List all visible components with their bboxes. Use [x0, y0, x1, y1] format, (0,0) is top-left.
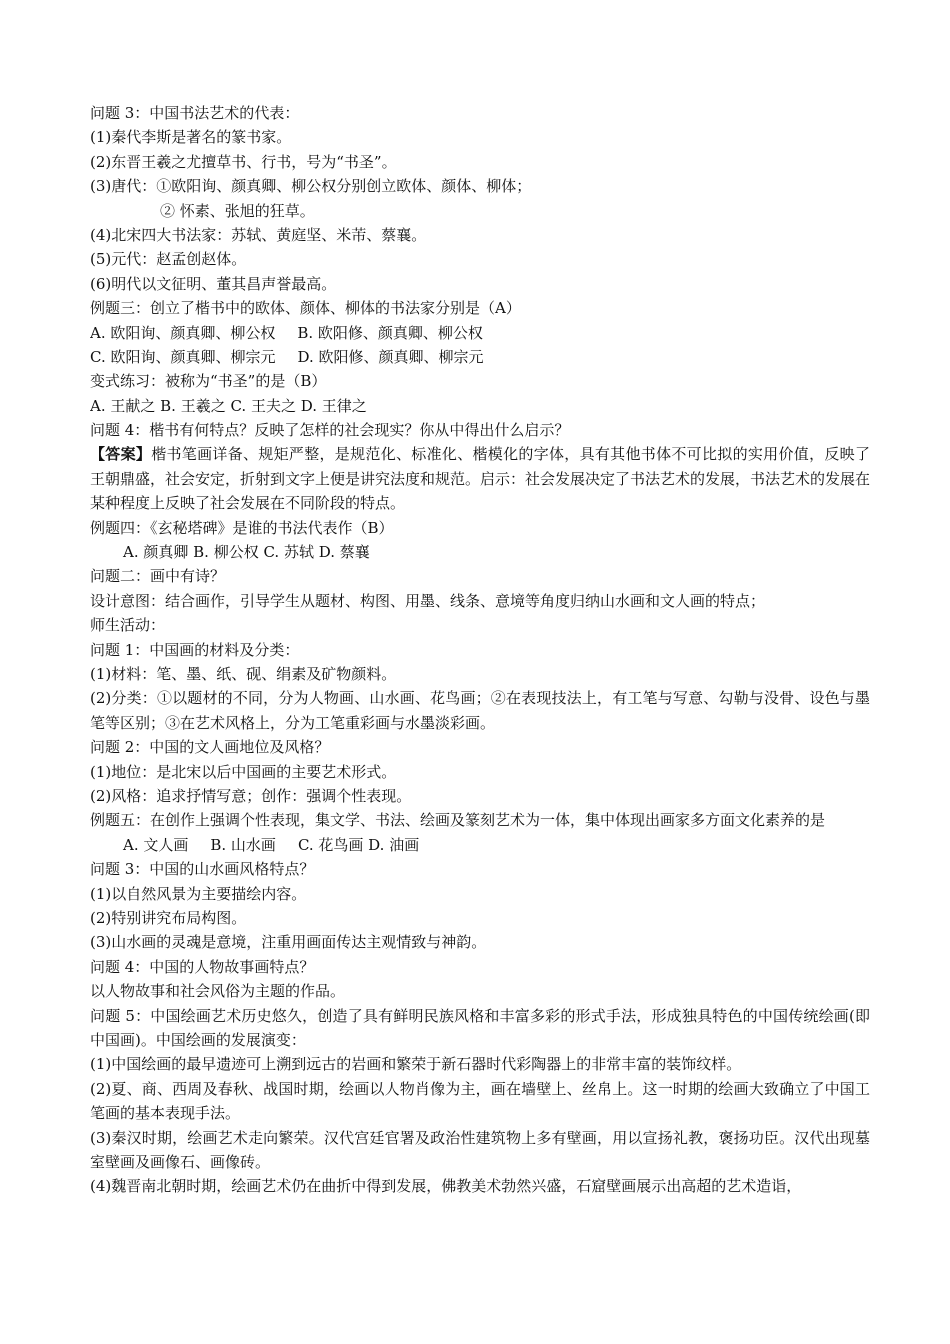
answer-text: 楷书笔画详备、规矩严整，是规范化、标准化、楷模化的字体，具有其他书体不可比拟的实用价值，反映了王朝鼎盛，社会安定，折射到文字上便是讲究法度和规范。启示：社会发展决定了书法艺术的发展，书法艺术的发展在某种程度上反映了社会发展在不同阶段的特点。: [90, 445, 871, 513]
text-line: A. 颜真卿 B. 柳公权 C. 苏轼 D. 蔡襄: [123, 543, 370, 562]
text-line: (5)元代：赵孟创赵体。: [90, 250, 247, 269]
text-line: 设计意图：结合画作，引导学生从题材、构图、用墨、线条、意境等角度归纳山水画和文人画的特点；: [90, 591, 766, 610]
text-paragraph: (2)分类：①以题材的不同，分为人物画、山水画、花鸟画；②在表现技法上，有工笔与写意、勾勒与没骨、设色与墨笔等区别；③在艺术风格上，分为工笔重彩画与水墨淡彩画。: [90, 689, 870, 732]
text-line: (1)以自然风景为主要描绘内容。: [90, 884, 307, 903]
text-paragraph: 例题五：在创作上强调个性表现，集文学、书法、绘画及篆刻艺术为一体，集中体现出画家多方面文化素养的是: [90, 811, 826, 830]
text-line: (1)秦代李斯是著名的篆书家。: [90, 128, 292, 147]
answer-paragraph: [90, 442, 870, 515]
text-line: (2)风格：追求抒情写意；创作：强调个性表现。: [90, 787, 412, 806]
text-paragraph: (3)秦汉时期，绘画艺术走向繁荣。汉代宫廷官署及政治性建筑物上多有壁画，用以宣扬礼教，褒扬功臣。汉代出现墓室壁画及画像石、画像砖。: [90, 1128, 870, 1171]
text-paragraph: 问题 5：中国绘画艺术历史悠久，创造了具有鲜明民族风格和丰富多彩的形式手法，形成独具特色的中国传统绘画(即中国画)。中国绘画的发展演变：: [90, 1006, 870, 1049]
text-line: (2)东晋王羲之尤擅草书、行书，号为“书圣”。: [90, 152, 397, 171]
text-line: A. 王献之 B. 王羲之 C. 王夫之 D. 王律之: [90, 396, 367, 415]
text-line: 问题 2：中国的文人画地位及风格？: [90, 738, 330, 757]
document-body: [90, 101, 870, 1199]
text-line: (2)特别讲究布局构图。: [90, 908, 247, 927]
text-line: 问题 4：楷书有何特点？反映了怎样的社会现实？你从中得出什么启示？: [90, 421, 570, 440]
text-line: 问题 3：中国书法艺术的代表：: [90, 104, 300, 122]
option: B. 山水画: [210, 835, 276, 854]
text-line: 问题二：画中有诗？: [90, 567, 226, 586]
option-row: [90, 321, 870, 345]
text-line: 问题 3：中国的山水画风格特点？: [90, 860, 315, 879]
answer-label: 【答案】: [90, 445, 152, 464]
text-line: (1)材料：笔、墨、纸、砚、绢素及矿物颜料。: [90, 665, 397, 684]
option: B. 欧阳修、颜真卿、柳公权: [297, 323, 483, 342]
option: A. 欧阳询、颜真卿、柳公权: [90, 323, 276, 342]
text-line: 变式练习：被称为“书圣”的是（B）: [90, 372, 327, 391]
text-line: (3)山水画的灵魂是意境，注重用画面传达主观情致与神韵。: [90, 933, 487, 952]
text-line: 问题 4：中国的人物故事画特点？: [90, 957, 315, 976]
option: A. 文人画: [123, 835, 189, 854]
text-paragraph: (2)夏、商、西周及春秋、战国时期，绘画以人物肖像为主，画在墙壁上、丝帛上。这一时期的绘画大致确立了中国工笔画的基本表现手法。: [90, 1079, 870, 1123]
text-line: 问题 1：中国画的材料及分类：: [90, 640, 300, 659]
text-line: (1)中国绘画的最早遗迹可上溯到远古的岩画和繁荣于新石器时代彩陶器上的非常丰富的装饰纹样。: [90, 1055, 742, 1074]
text-line: (4)北宋四大书法家：苏轼、黄庭坚、米芾、蔡襄。: [90, 225, 427, 244]
text-line: 师生活动：: [90, 616, 166, 635]
text-line: 例题三：创立了楷书中的欧体、颜体、柳体的书法家分别是（A）: [90, 299, 521, 318]
option: C. 欧阳询、颜真卿、柳宗元: [90, 347, 276, 366]
text-line: 以人物故事和社会风俗为主题的作品。: [90, 982, 346, 1001]
option-row: [90, 345, 870, 369]
text-line: ② 怀素、张旭的狂草。: [160, 201, 315, 220]
text-line: (3)唐代：①欧阳询、颜真卿、柳公权分别创立欧体、颜体、柳体；: [90, 177, 532, 196]
text-line: (1)地位：是北宋以后中国画的主要艺术形式。: [90, 762, 397, 781]
option-row: [90, 833, 870, 857]
text-line: (4)魏晋南北朝时期，绘画艺术仍在曲折中得到发展，佛教美术勃然兴盛，石窟壁画展示出高超的艺术造诣，: [90, 1177, 802, 1196]
text-line: (6)明代以文征明、董其昌声誉最高。: [90, 274, 337, 293]
option: D. 欧阳修、颜真卿、柳宗元: [297, 347, 484, 366]
option: C. 花鸟画 D. 油画: [297, 835, 420, 854]
text-line: 例题四：《玄秘塔碑》是谁的书法代表作（B）: [90, 518, 394, 537]
